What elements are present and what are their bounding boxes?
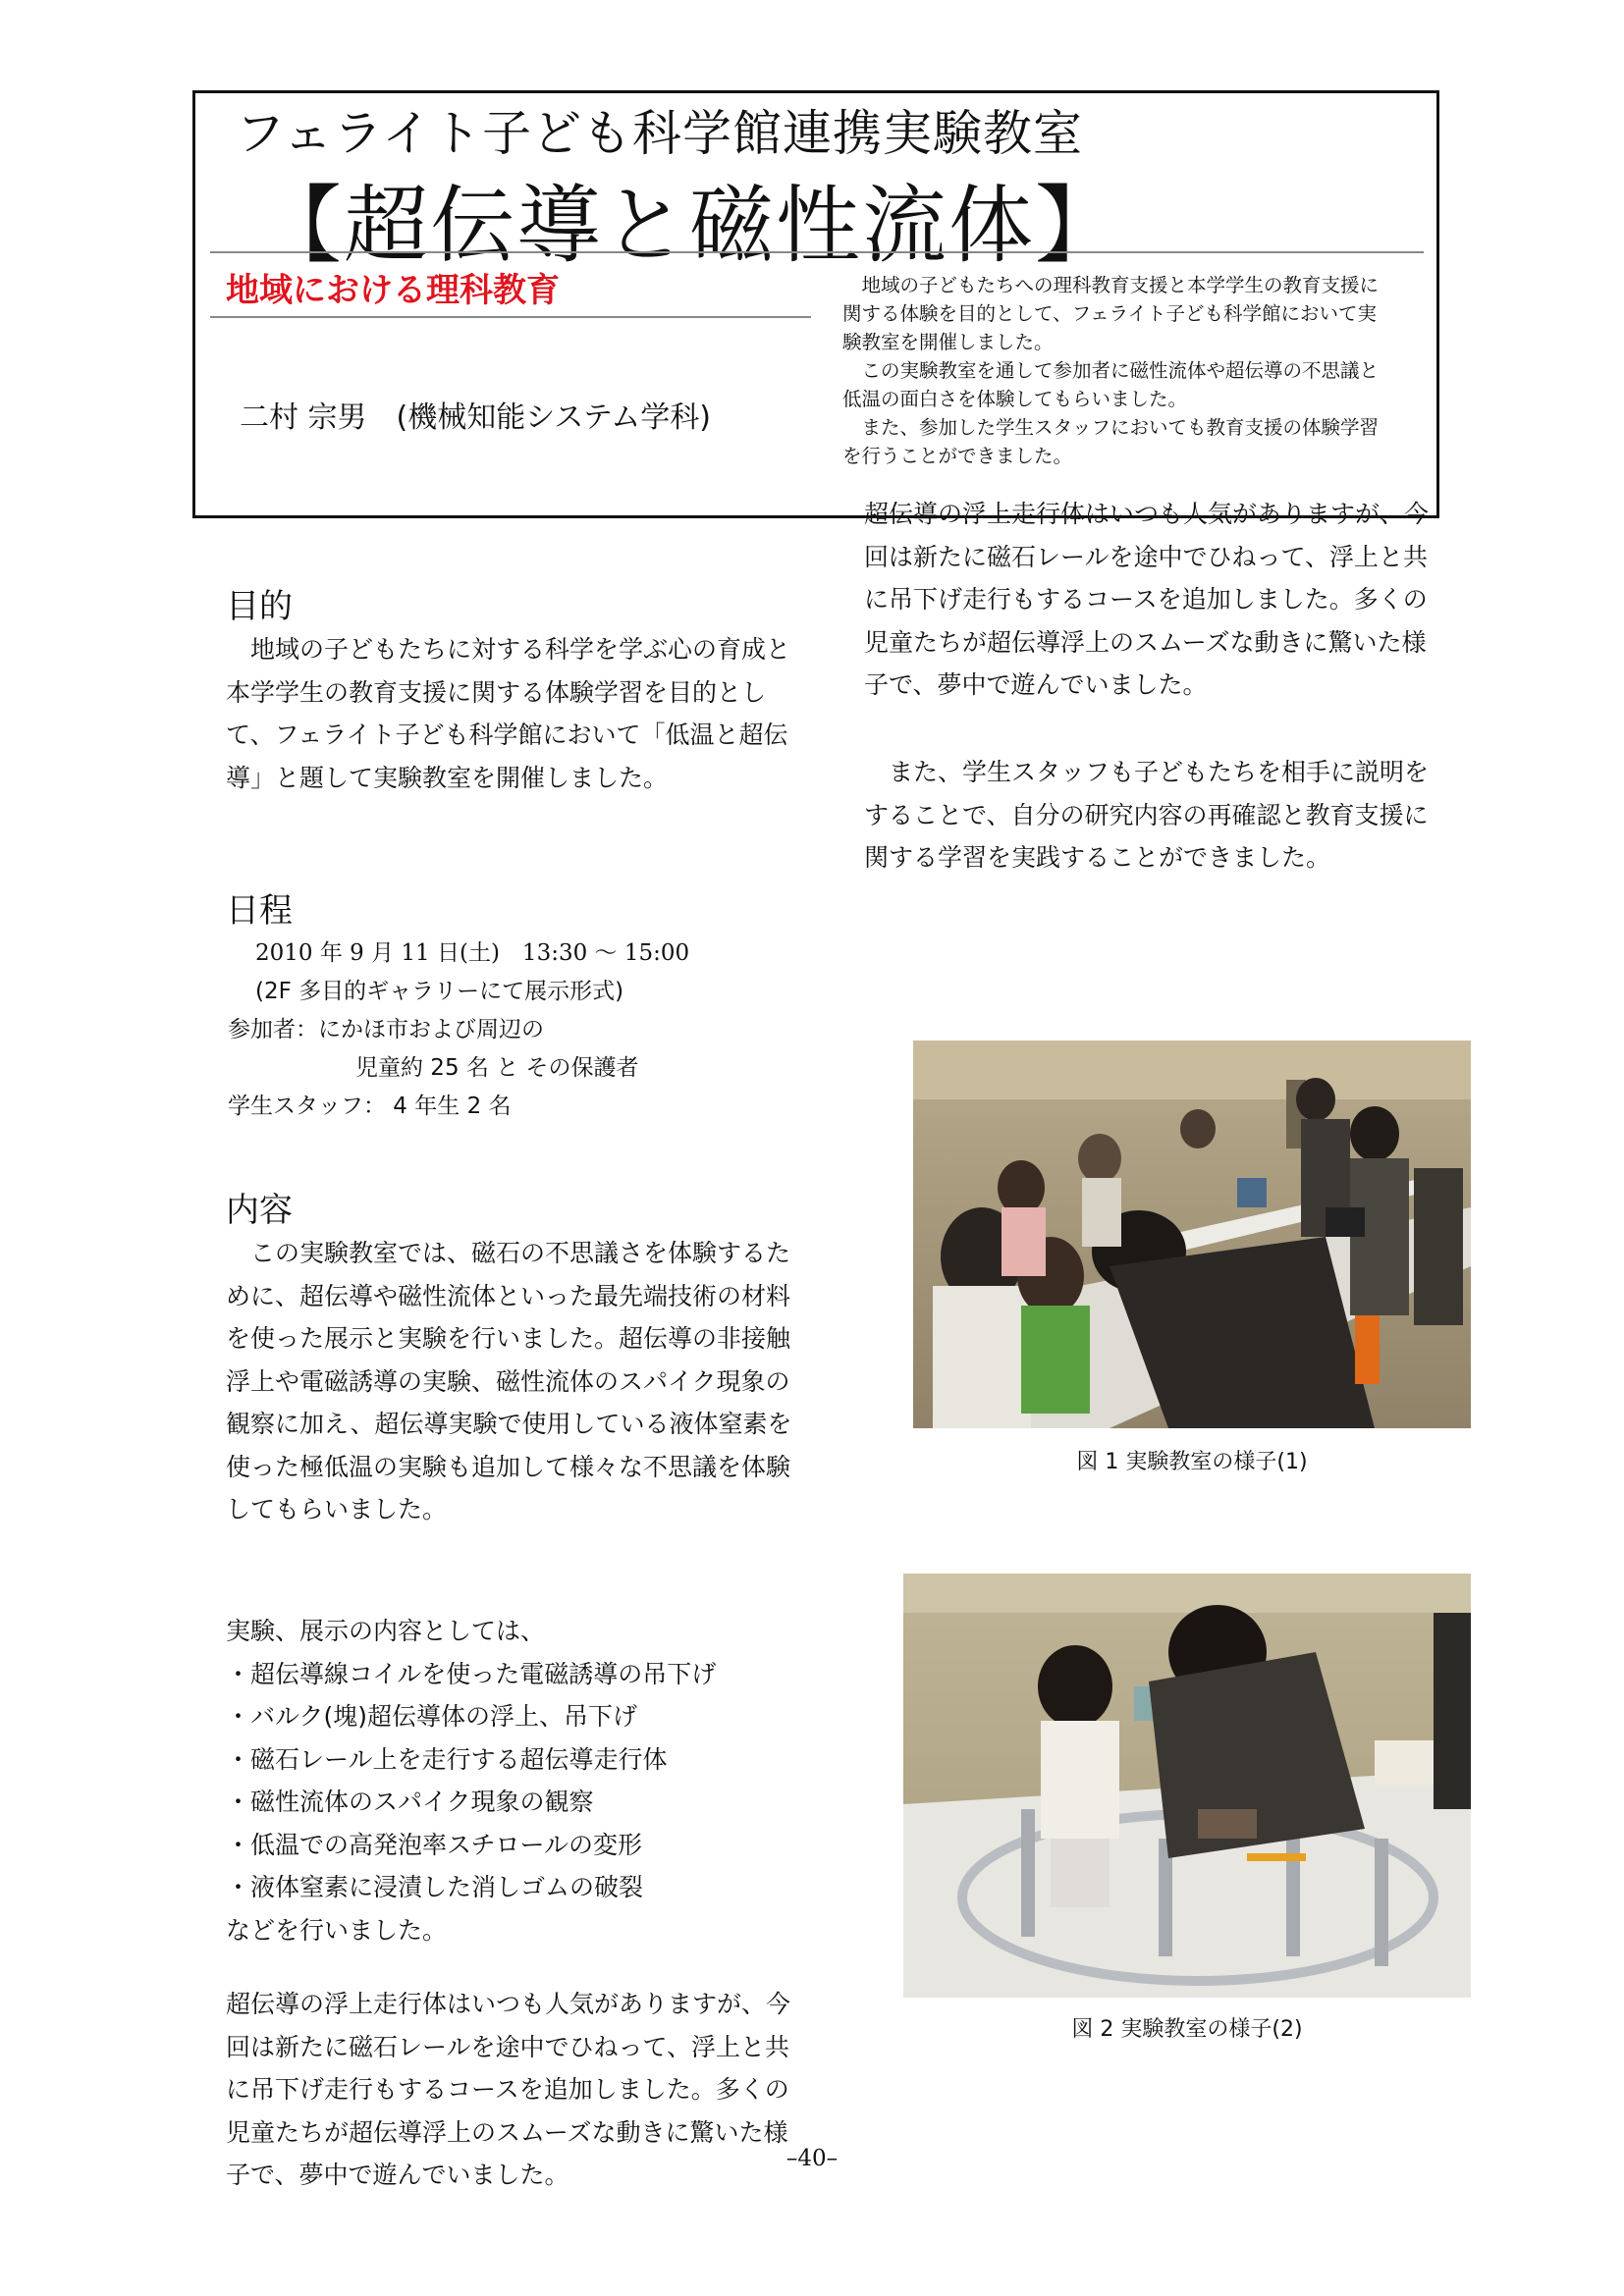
closing-text-2: また、学生スタッフも子どもたちを相手に説明をすることで、自分の研究内容の再確認と教育支援に関する学習を実践することができました。 [864, 758, 1430, 872]
abstract-paragraph: また、参加した学生スタッフにおいても教育支援の体験学習を行うことができました。 [842, 416, 1380, 467]
closing-text-continued: 超伝導の浮上走行体はいつも人気がありますが、今回は新たに磁石レールを途中でひねって、浮上と共に吊下げ走行もするコースを追加しました。多くの児童たちが超伝導浮上のスムーズな動きに驚いた様子で、夢中で遊んでいました。 [864, 500, 1430, 699]
page-title: 【超伝導と磁性流体】 [257, 177, 1121, 275]
figure-2-caption: 図 2 実験教室の様子(2) [1071, 2017, 1303, 2042]
purpose-text [226, 628, 800, 799]
category-divider [210, 316, 811, 318]
experiment-list [226, 1653, 800, 1909]
abstract [842, 271, 1392, 470]
figure-2-photo [903, 1574, 1471, 1998]
schedule-date: 2010 年 9 月 11 日(土) 13:30 〜 15:00 [255, 940, 690, 966]
purpose-heading: 目的 [226, 587, 293, 626]
list-outro: などを行いました。 [226, 1915, 448, 1945]
classroom-photo-2 [903, 1574, 1471, 1998]
abstract-paragraph: 地域の子どもたちへの理科教育支援と本学学生の教育支援に関する体験を目的として、フェライト子ども科学館において実験教室を開催しました。 [842, 274, 1380, 353]
closing-text: 超伝導の浮上走行体はいつも人気がありますが、今回は新たに磁石レールを途中でひねって、浮上と共に吊下げ走行もするコースを追加しました。多くの児童たちが超伝導浮上のスムーズな動きに驚いた様子で、夢中で遊んでいました。 [226, 1990, 791, 2189]
author-line: 二村 宗男 (機械知能システム学科) [240, 400, 711, 435]
series-title: フェライト子ども科学館連携実験教室 [236, 105, 1083, 162]
content-paragraph: この実験教室では、磁石の不思議さを体験するために、超伝導や磁性流体といった最先端技術の材料を使った展示と実験を行いました。超伝導の非接触浮上や電磁誘導の実験、磁性流体のスパイク現象の観察に加え、超伝導実験で使用している液体窒素を使った極低温の実験も追加して様々な不思議を体験してもらいました。 [226, 1239, 792, 1523]
participants-line: 参加者：にかほ市および周辺の [228, 1017, 544, 1042]
classroom-photo-1 [913, 1041, 1471, 1428]
closing-paragraph-2 [864, 751, 1434, 880]
content-intro [226, 1232, 800, 1531]
list-intro: 実験、展示の内容としては、 [226, 1617, 546, 1645]
list-item: ・磁性流体のスパイク現象の観察 [226, 1788, 594, 1816]
category-label: 地域における理科教育 [226, 271, 560, 310]
figure-1-photo [913, 1041, 1471, 1428]
closing-paragraph-part1 [226, 1983, 800, 2189]
purpose-paragraph: 地域の子どもたちに対する科学を学ぶ心の育成と 本学学生の教育支援に関する体験学習を目的として、フェライト子ども科学館において「低温と超伝導」と題して実験教室を開催しました。 [226, 635, 791, 792]
schedule-venue: (2F 多目的ギャラリーにて展示形式) [255, 979, 624, 1004]
list-item: ・液体窒素に浸漬した消しゴムの破裂 [226, 1873, 644, 1901]
experiment-list-block [226, 1610, 800, 1951]
schedule-block [228, 934, 817, 1126]
figure-1-caption: 図 1 実験教室の様子(1) [1076, 1450, 1308, 1474]
staff-line: 学生スタッフ： 4 年生 2 名 [228, 1094, 512, 1119]
participants-line: 児童約 25 名 と その保護者 [355, 1055, 639, 1081]
list-item: ・超伝導線コイルを使った電磁誘導の吊下げ [226, 1659, 717, 1688]
content-heading: 内容 [226, 1191, 293, 1230]
schedule-heading: 日程 [226, 891, 293, 931]
list-item: ・バルク(塊)超伝導体の浮上、吊下げ [226, 1702, 638, 1731]
page-number: –40– [785, 2146, 839, 2171]
abstract-paragraph: この実験教室を通して参加者に磁性流体や超伝導の不思議と低温の面白さを体験してもらいました。 [842, 359, 1380, 410]
list-item: ・低温での高発泡率スチロールの変形 [226, 1830, 643, 1859]
closing-paragraph-part2 [864, 500, 1434, 752]
title-divider [210, 251, 1424, 253]
list-item: ・磁石レール上を走行する超伝導走行体 [226, 1744, 668, 1774]
